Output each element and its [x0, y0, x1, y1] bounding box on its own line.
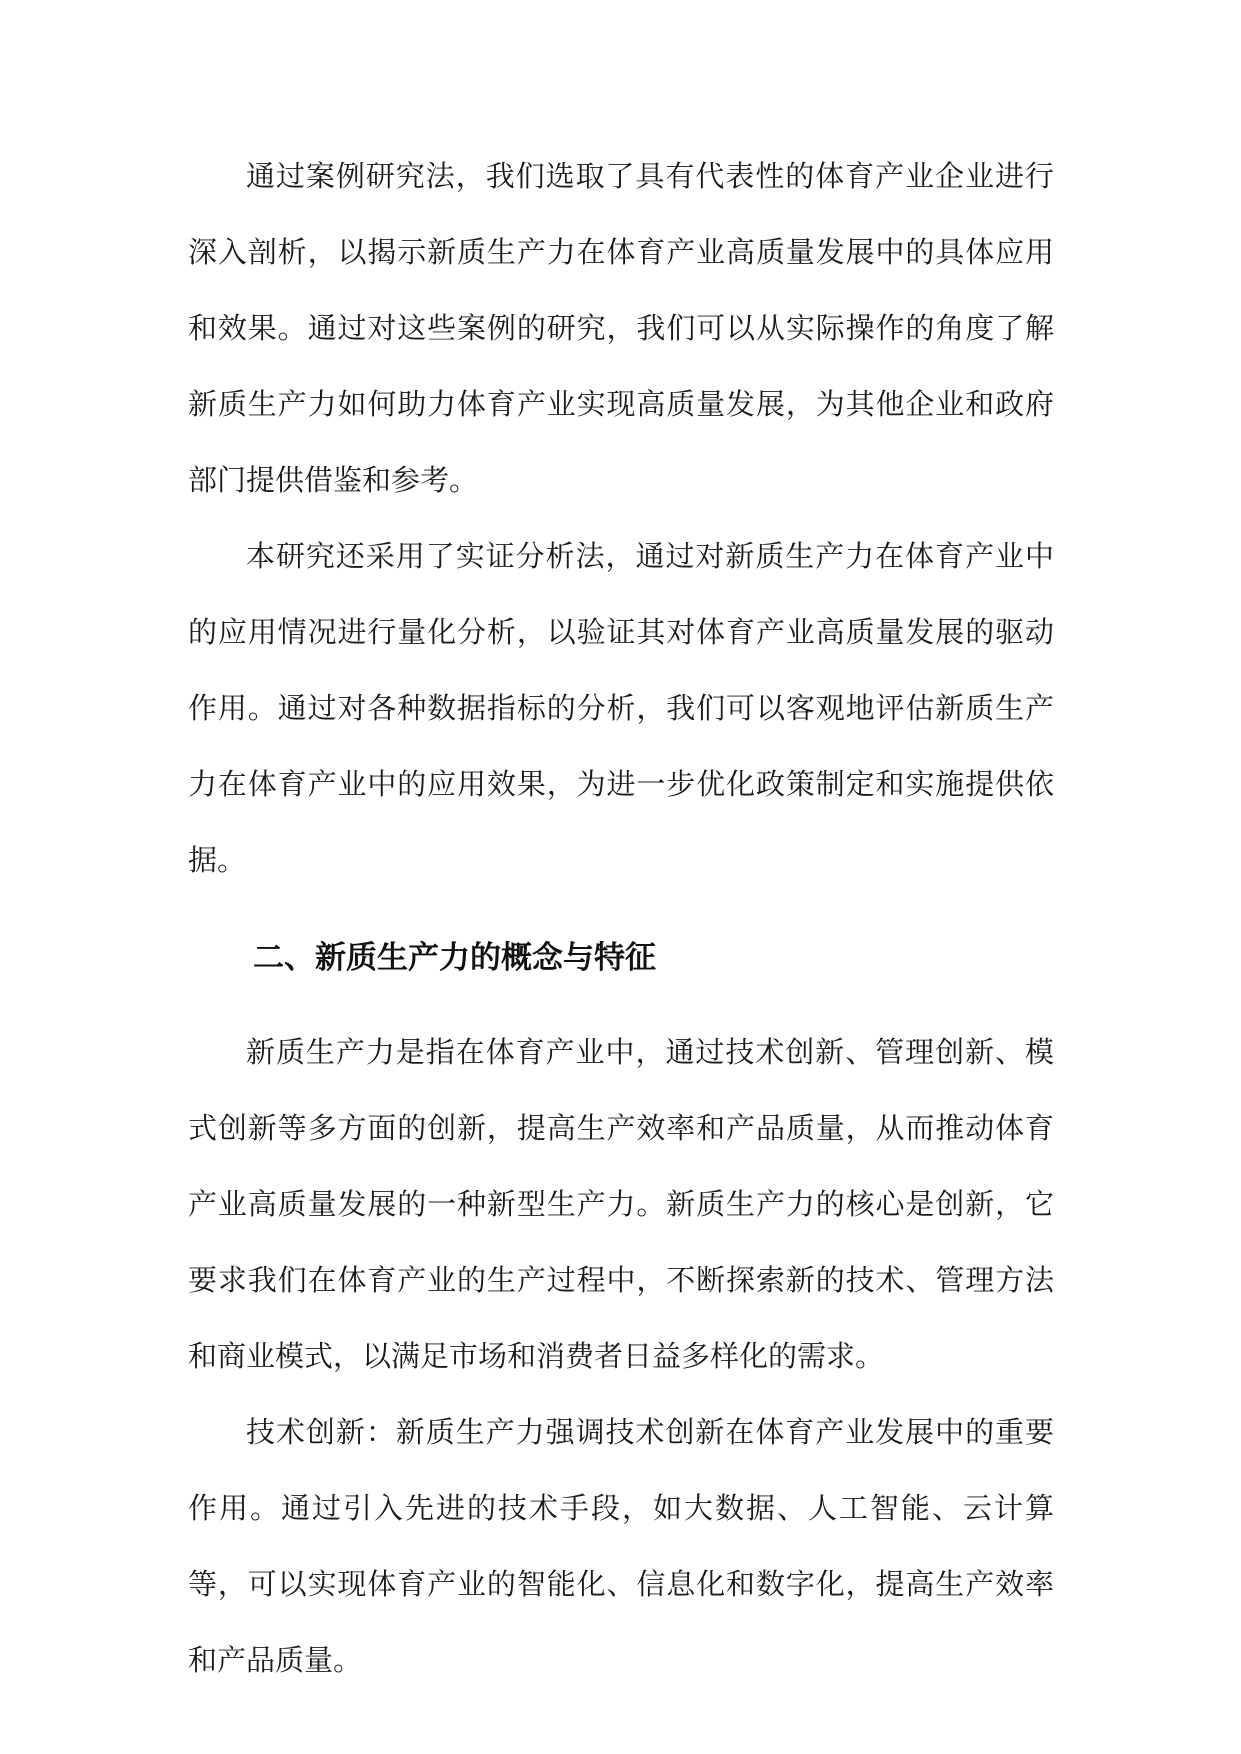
paragraph-technical-innovation: 技术创新：新质生产力强调技术创新在体育产业发展中的重要作用。通过引入先进的技术手段，如大数据、人工智能、云计算等，可以实现体育产业的智能化、信息化和数字化，提高生产效率和产品质量。 [188, 1415, 1054, 1677]
paragraph-concept-definition: 新质生产力是指在体育产业中，通过技术创新、管理创新、模式创新等多方面的创新，提高生产效率和产品质量，从而推动体育产业高质量发展的一种新型生产力。新质生产力的核心是创新，它要求我们在体育产业的生产过程中，不断探索新的技术、管理方法和商业模式，以满足市场和消费者日益多样化的需求。 [188, 1035, 1054, 1373]
paragraph-case-study-method: 通过案例研究法，我们选取了具有代表性的体育产业企业进行深入剖析，以揭示新质生产力在体育产业高质量发展中的具体应用和效果。通过对这些案例的研究，我们可以从实际操作的角度了解新质生产力如何助力体育产业实现高质量发展，为其他企业和政府部门提供借鉴和参考。 [188, 159, 1054, 497]
paragraph-empirical-analysis: 本研究还采用了实证分析法，通过对新质生产力在体育产业中的应用情况进行量化分析，以验证其对体育产业高质量发展的驱动作用。通过对各种数据指标的分析，我们可以客观地评估新质生产力在体育产业中的应用效果，为进一步优化政策制定和实施提供依据。 [188, 539, 1054, 877]
section-heading: 二、新质生产力的概念与特征 [253, 940, 656, 976]
document-body [188, 138, 1054, 1698]
